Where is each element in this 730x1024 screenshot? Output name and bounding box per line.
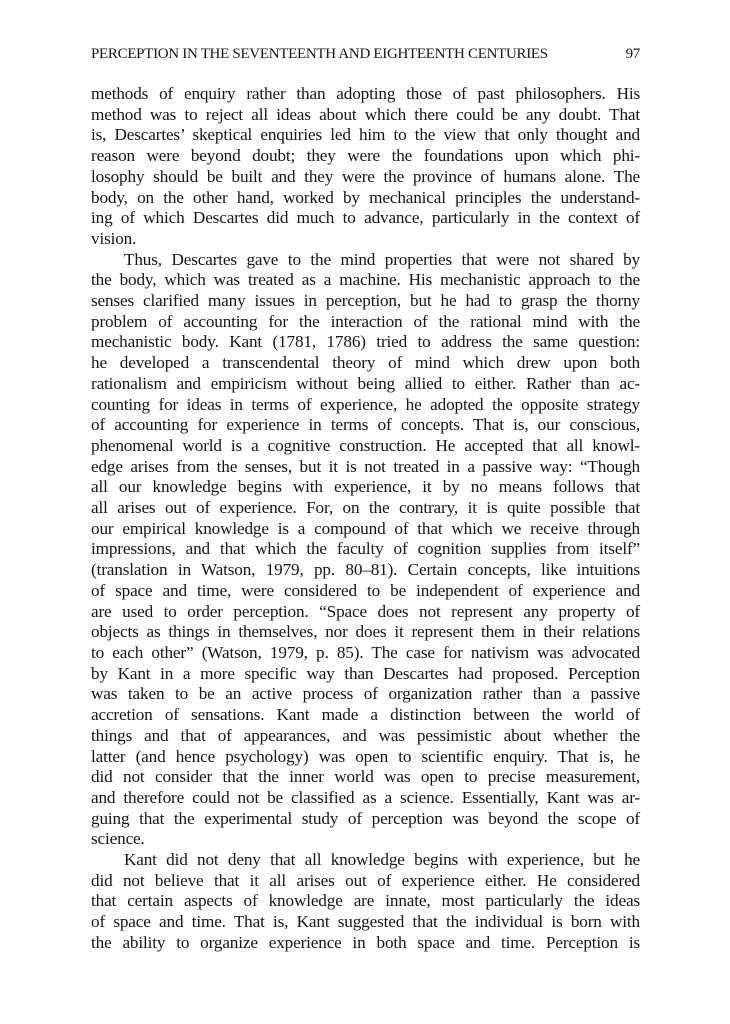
- text-line: he developed a transcendental theory of mind which drew upon both: [91, 353, 640, 373]
- text-line: accretion of sensations. Kant made a distinction between the world of: [91, 705, 640, 725]
- text-line: of space and time, were considered to be independent of experience and: [91, 580, 640, 600]
- paragraph: [91, 84, 640, 250]
- text-line: by Kant in a more specific way than Descartes had proposed. Perception: [91, 663, 640, 683]
- text-line: rationalism and empiricism without being allied to either. Rather than ac-: [91, 373, 640, 393]
- text-line: (translation in Watson, 1979, pp. 80–81). Certain concepts, like intuitions: [91, 560, 640, 580]
- text-line: objects as things in themselves, nor does it represent them in their relations: [91, 622, 640, 642]
- text-line: is, Descartes’ skeptical enquiries led him to the view that only thought and: [91, 125, 640, 145]
- text-line: to each other” (Watson, 1979, p. 85). The case for nativism was advocated: [91, 642, 640, 662]
- text-line: vision.: [91, 228, 137, 248]
- text-line: did not believe that it all arises out of experience either. He considered: [91, 870, 640, 890]
- text-line: all our knowledge begins with experience, it by no means follows that: [91, 477, 640, 497]
- page-number: 97: [625, 46, 640, 62]
- text-line: science.: [91, 829, 145, 849]
- text-line: was taken to be an active process of organization rather than a passive: [91, 684, 640, 704]
- text-line: things and that of appearances, and was pessimistic about whether the: [91, 725, 640, 745]
- text-line: the body, which was treated as a machine. His mechanistic approach to the: [91, 270, 640, 290]
- text-line: of accounting for experience in terms of concepts. That is, our conscious,: [91, 415, 640, 435]
- text-line: body, on the other hand, worked by mechanical principles the understand-: [91, 187, 640, 207]
- text-line: Kant did not deny that all knowledge begins with experience, but he: [124, 850, 640, 870]
- text-line: method was to reject all ideas about which there could be any doubt. That: [91, 104, 640, 124]
- paragraph: [91, 850, 640, 954]
- text-line: impressions, and that which the faculty of cognition supplies from itself”: [91, 539, 640, 559]
- text-line: of space and time. That is, Kant suggested that the individual is born with: [91, 912, 640, 932]
- text-line: Thus, Descartes gave to the mind properties that were not shared by: [124, 249, 640, 269]
- text-line: that certain aspects of knowledge are innate, most particularly the ideas: [91, 891, 640, 911]
- text-line: phenomenal world is a cognitive construction. He accepted that all knowl-: [91, 435, 640, 455]
- text-line: latter (and hence psychology) was open to scientific enquiry. That is, he: [91, 746, 640, 766]
- running-title: PERCEPTION IN THE SEVENTEENTH AND EIGHTEENTH CENTURIES: [91, 46, 548, 62]
- running-head: [91, 44, 640, 64]
- text-line: reason were beyond doubt; they were the foundations upon which phi-: [91, 146, 640, 166]
- text-line: did not consider that the inner world was open to precise measurement,: [91, 767, 640, 787]
- text-line: problem of accounting for the interaction of the rational mind with the: [91, 311, 640, 331]
- text-line: mechanistic body. Kant (1781, 1786) tried to address the same question:: [91, 332, 640, 352]
- text-line: counting for ideas in terms of experience, he adopted the opposite strategy: [91, 394, 640, 414]
- text-line: the ability to organize experience in both space and time. Perception is: [91, 932, 640, 952]
- text-line: all arises out of experience. For, on the contrary, it is quite possible that: [91, 498, 640, 518]
- text-line: senses clarified many issues in perception, but he had to grasp the thorny: [91, 291, 640, 311]
- text-line: edge arises from the senses, but it is not treated in a passive way: “Though: [91, 456, 640, 476]
- text-line: ing of which Descartes did much to advance, particularly in the context of: [91, 208, 640, 228]
- text-line: our empirical knowledge is a compound of that which we receive through: [91, 518, 640, 538]
- text-line: guing that the experimental study of perception was beyond the scope of: [91, 808, 640, 828]
- text-line: are used to order perception. “Space does not represent any property of: [91, 601, 640, 621]
- text-line: methods of enquiry rather than adopting those of past philosophers. His: [91, 84, 640, 103]
- text-line: losophy should be built and they were the province of humans alone. The: [91, 166, 640, 186]
- paragraph: [91, 250, 640, 850]
- text-line: and therefore could not be classified as a science. Essentially, Kant was ar-: [91, 787, 640, 807]
- body-text: [91, 84, 640, 954]
